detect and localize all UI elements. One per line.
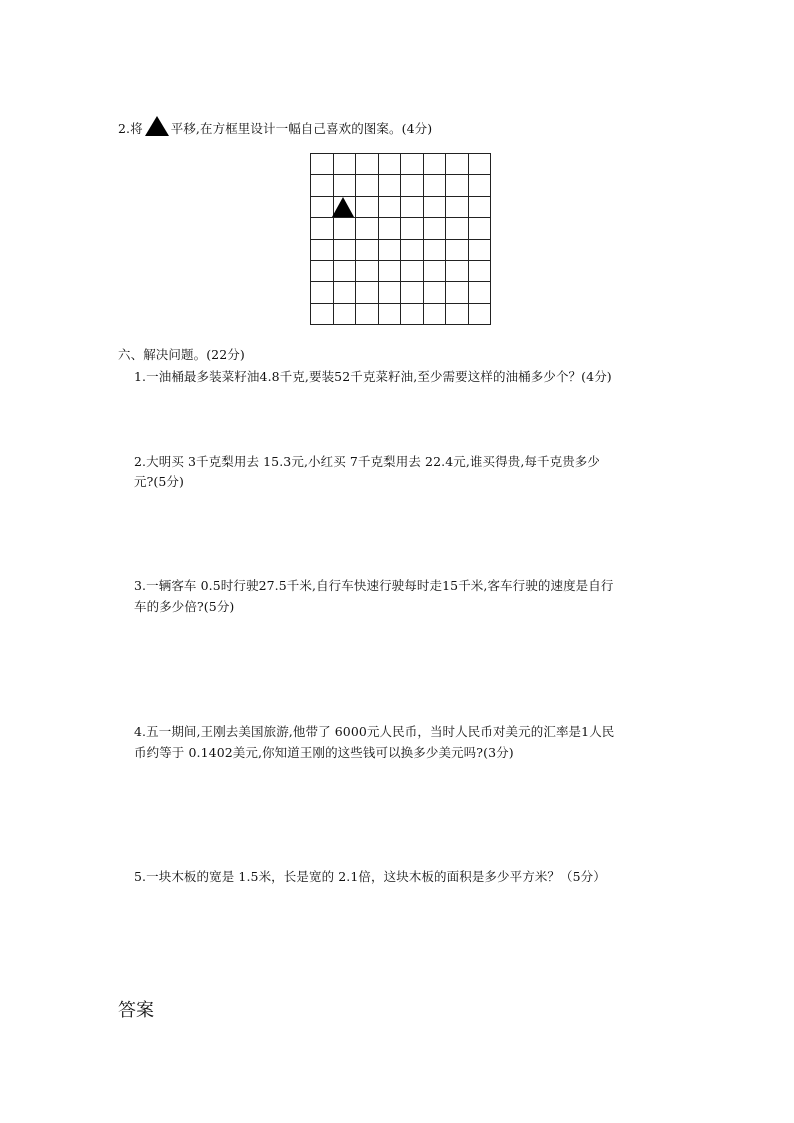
grid-cell: [401, 197, 424, 218]
grid-cell: [446, 197, 469, 218]
answer-heading: 答案: [118, 1000, 154, 1021]
grid-cell: [379, 197, 402, 218]
grid-cell: [311, 304, 334, 325]
grid-cell: [469, 240, 492, 261]
triangle-icon: [145, 116, 169, 136]
problem-2-line-1: 2.大明买 3千克梨用去 15.3元,小红买 7千克梨用去 22.4元,谁买得贵,每千克贵多少: [134, 454, 601, 469]
grid-cell: [424, 154, 447, 175]
grid-cell: [401, 154, 424, 175]
grid-cell: [401, 304, 424, 325]
design-grid: [310, 153, 491, 325]
question-2-suffix: 平移,在方框里设计一幅自己喜欢的图案。(4分): [170, 121, 433, 136]
grid-cell: [401, 175, 424, 196]
grid-cell: [356, 282, 379, 303]
grid-cell: [401, 282, 424, 303]
grid-cell: [446, 282, 469, 303]
grid-cell: [311, 154, 334, 175]
grid-cell: [356, 304, 379, 325]
grid-cell: [356, 197, 379, 218]
grid-cell: [469, 175, 492, 196]
grid-cell: [311, 261, 334, 282]
grid-cell: [334, 304, 357, 325]
problem-1-line-1: 1.一油桶最多装菜籽油4.8千克,要装52千克菜籽油,至少需要这样的油桶多少个？(4分): [134, 369, 612, 384]
grid-cell: [446, 154, 469, 175]
grid-cell: [446, 304, 469, 325]
grid-cell: [446, 175, 469, 196]
grid-cell: [469, 304, 492, 325]
grid-cell: [446, 261, 469, 282]
grid-cell: [424, 197, 447, 218]
grid-cell: [334, 175, 357, 196]
grid-cell: [469, 261, 492, 282]
grid-cell: [401, 218, 424, 239]
grid-cell: [356, 240, 379, 261]
grid-cell: [446, 240, 469, 261]
grid-cell: [469, 218, 492, 239]
grid-cell: [379, 240, 402, 261]
grid-cell: [356, 175, 379, 196]
grid-cell: [311, 218, 334, 239]
grid-cell: [379, 304, 402, 325]
grid-cell: [424, 261, 447, 282]
grid-cell: [379, 218, 402, 239]
grid-cell: [356, 218, 379, 239]
problem-3-line-1: 3.一辆客车 0.5时行驶27.5千米,自行车快速行驶每时走15千米,客车行驶的速度是自行: [134, 578, 614, 593]
grid-cell: [424, 218, 447, 239]
grid-cell: [401, 240, 424, 261]
grid-cells: [310, 153, 491, 325]
grid-cell: [424, 240, 447, 261]
problem-2-line-2: 元?(5分): [134, 474, 185, 489]
grid-cell: [424, 304, 447, 325]
grid-cell: [334, 282, 357, 303]
grid-cell: [311, 197, 334, 218]
grid-cell: [379, 282, 402, 303]
grid-cell: [356, 154, 379, 175]
grid-cell: [446, 218, 469, 239]
question-2-title: [118, 116, 432, 139]
problem-4-line-2: 币约等于 0.1402美元,你知道王刚的这些钱可以换多少美元吗?(3分): [134, 745, 514, 760]
problem-3-line-2: 车的多少倍?(5分): [134, 599, 235, 614]
grid-cell: [334, 240, 357, 261]
question-2-prefix: 2.将: [118, 121, 143, 136]
grid-cell: [334, 218, 357, 239]
grid-cell: [424, 175, 447, 196]
grid-cell: [334, 154, 357, 175]
grid-cell: [424, 282, 447, 303]
grid-triangle-icon: [332, 197, 354, 217]
section-6-title: 六、解决问题。(22分): [118, 347, 245, 362]
grid-cell: [401, 261, 424, 282]
grid-cell: [469, 197, 492, 218]
grid-cell: [311, 282, 334, 303]
problem-4-line-1: 4.五一期间,王刚去美国旅游,他带了 6000元人民币，当时人民币对美元的汇率是1人民: [134, 724, 615, 739]
grid-cell: [379, 154, 402, 175]
problem-5-line-1: 5.一块木板的宽是 1.5米，长是宽的 2.1倍，这块木板的面积是多少平方米？（5分）: [134, 869, 606, 884]
grid-cell: [379, 261, 402, 282]
grid-cell: [379, 175, 402, 196]
grid-cell: [311, 240, 334, 261]
grid-cell: [469, 154, 492, 175]
grid-cell: [334, 261, 357, 282]
grid-cell: [356, 261, 379, 282]
grid-cell: [311, 175, 334, 196]
grid-cell: [469, 282, 492, 303]
